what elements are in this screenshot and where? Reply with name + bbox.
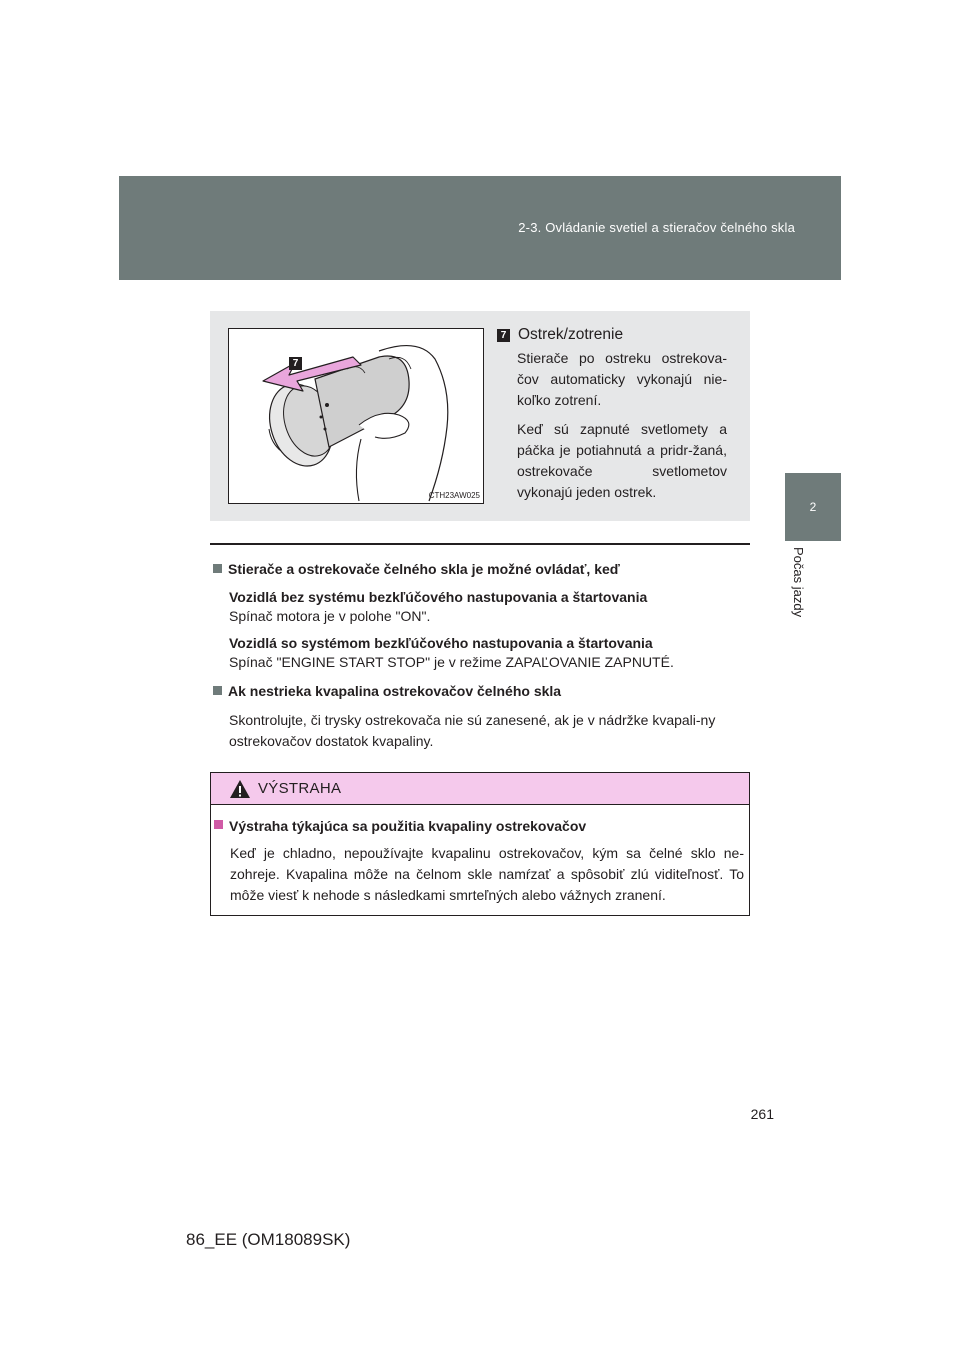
note-subheading: Vozidlá bez systému bezkľúčového nastupovania a štartovania [229,589,648,605]
note-text: Spínač motora je v polohe "ON". [229,608,431,624]
notes-section [213,560,748,760]
note-heading: Stierače a ostrekovače čelného skla je možné ovládať, keď [213,560,748,579]
figure-panel [210,311,750,521]
chapter-label: Počas jazdy [791,547,806,618]
item-paragraph: Stierače po ostreku ostrekova-čov automaticky vykonajú nie-koľko zotrení. [517,350,727,408]
warning-triangle-icon [229,779,251,799]
item-title: Ostrek/zotrenie [518,326,624,343]
item-heading [497,326,623,344]
item-number-badge: 7 [497,329,510,342]
chapter-label-tab [785,541,841,680]
section-divider [210,543,750,545]
illustration-frame [228,328,484,504]
image-code: CTH23AW025 [428,491,480,500]
chapter-tab [785,473,841,541]
note-text: Spínač "ENGINE START STOP" je v režime ZAPAĽOVANIE ZAPNUTÉ. [229,654,674,670]
warning-text: Keď je chladno, nepoužívajte kvapalinu ostrekovačov, kým sa čelné sklo ne-zohreje. Kvapalina môže na čelnom skle namŕzať a spôsobiť zlú viditeľnosť. To môže viesť k nehode s následkami smrteľných alebo vážnych zranení. [230,845,744,903]
note-subheading: Vozidlá so systémom bezkľúčového nastupovania a štartovania [229,635,653,651]
note-item [229,634,748,672]
warning-box [210,772,750,916]
warning-header [211,773,749,805]
chapter-number: 2 [809,500,817,514]
warning-content [214,816,744,914]
section-title: 2-3. Ovládanie svetiel a stieračov čelného skla [518,220,795,235]
bullet-square-icon [213,564,222,573]
note-heading: Ak nestrieka kvapalina ostrekovačov čelného skla [213,682,748,701]
note-item [229,710,748,752]
callout-badge: 7 [289,357,302,370]
wiper-lever-illustration [229,329,483,503]
page-number: 261 [750,1106,774,1122]
warning-heading: Výstraha týkajúca sa použitia kvapaliny ostrekovačov [214,816,744,837]
note-text: Skontrolujte, či trysky ostrekovača nie sú zanesené, ak je v nádržke kvapali-ny ostrekovačov dostatok kvapaliny. [229,712,716,749]
bullet-square-icon [213,686,222,695]
bullet-square-icon [214,820,223,829]
warning-title: VÝSTRAHA [258,780,342,797]
note-item [229,588,748,626]
document-code: 86_EE (OM18089SK) [186,1230,351,1249]
item-paragraph: Keď sú zapnuté svetlomety a páčka je potiahnutá a pridr-žaná, ostrekovače svetlometov vykonajú jeden ostrek. [517,421,727,500]
